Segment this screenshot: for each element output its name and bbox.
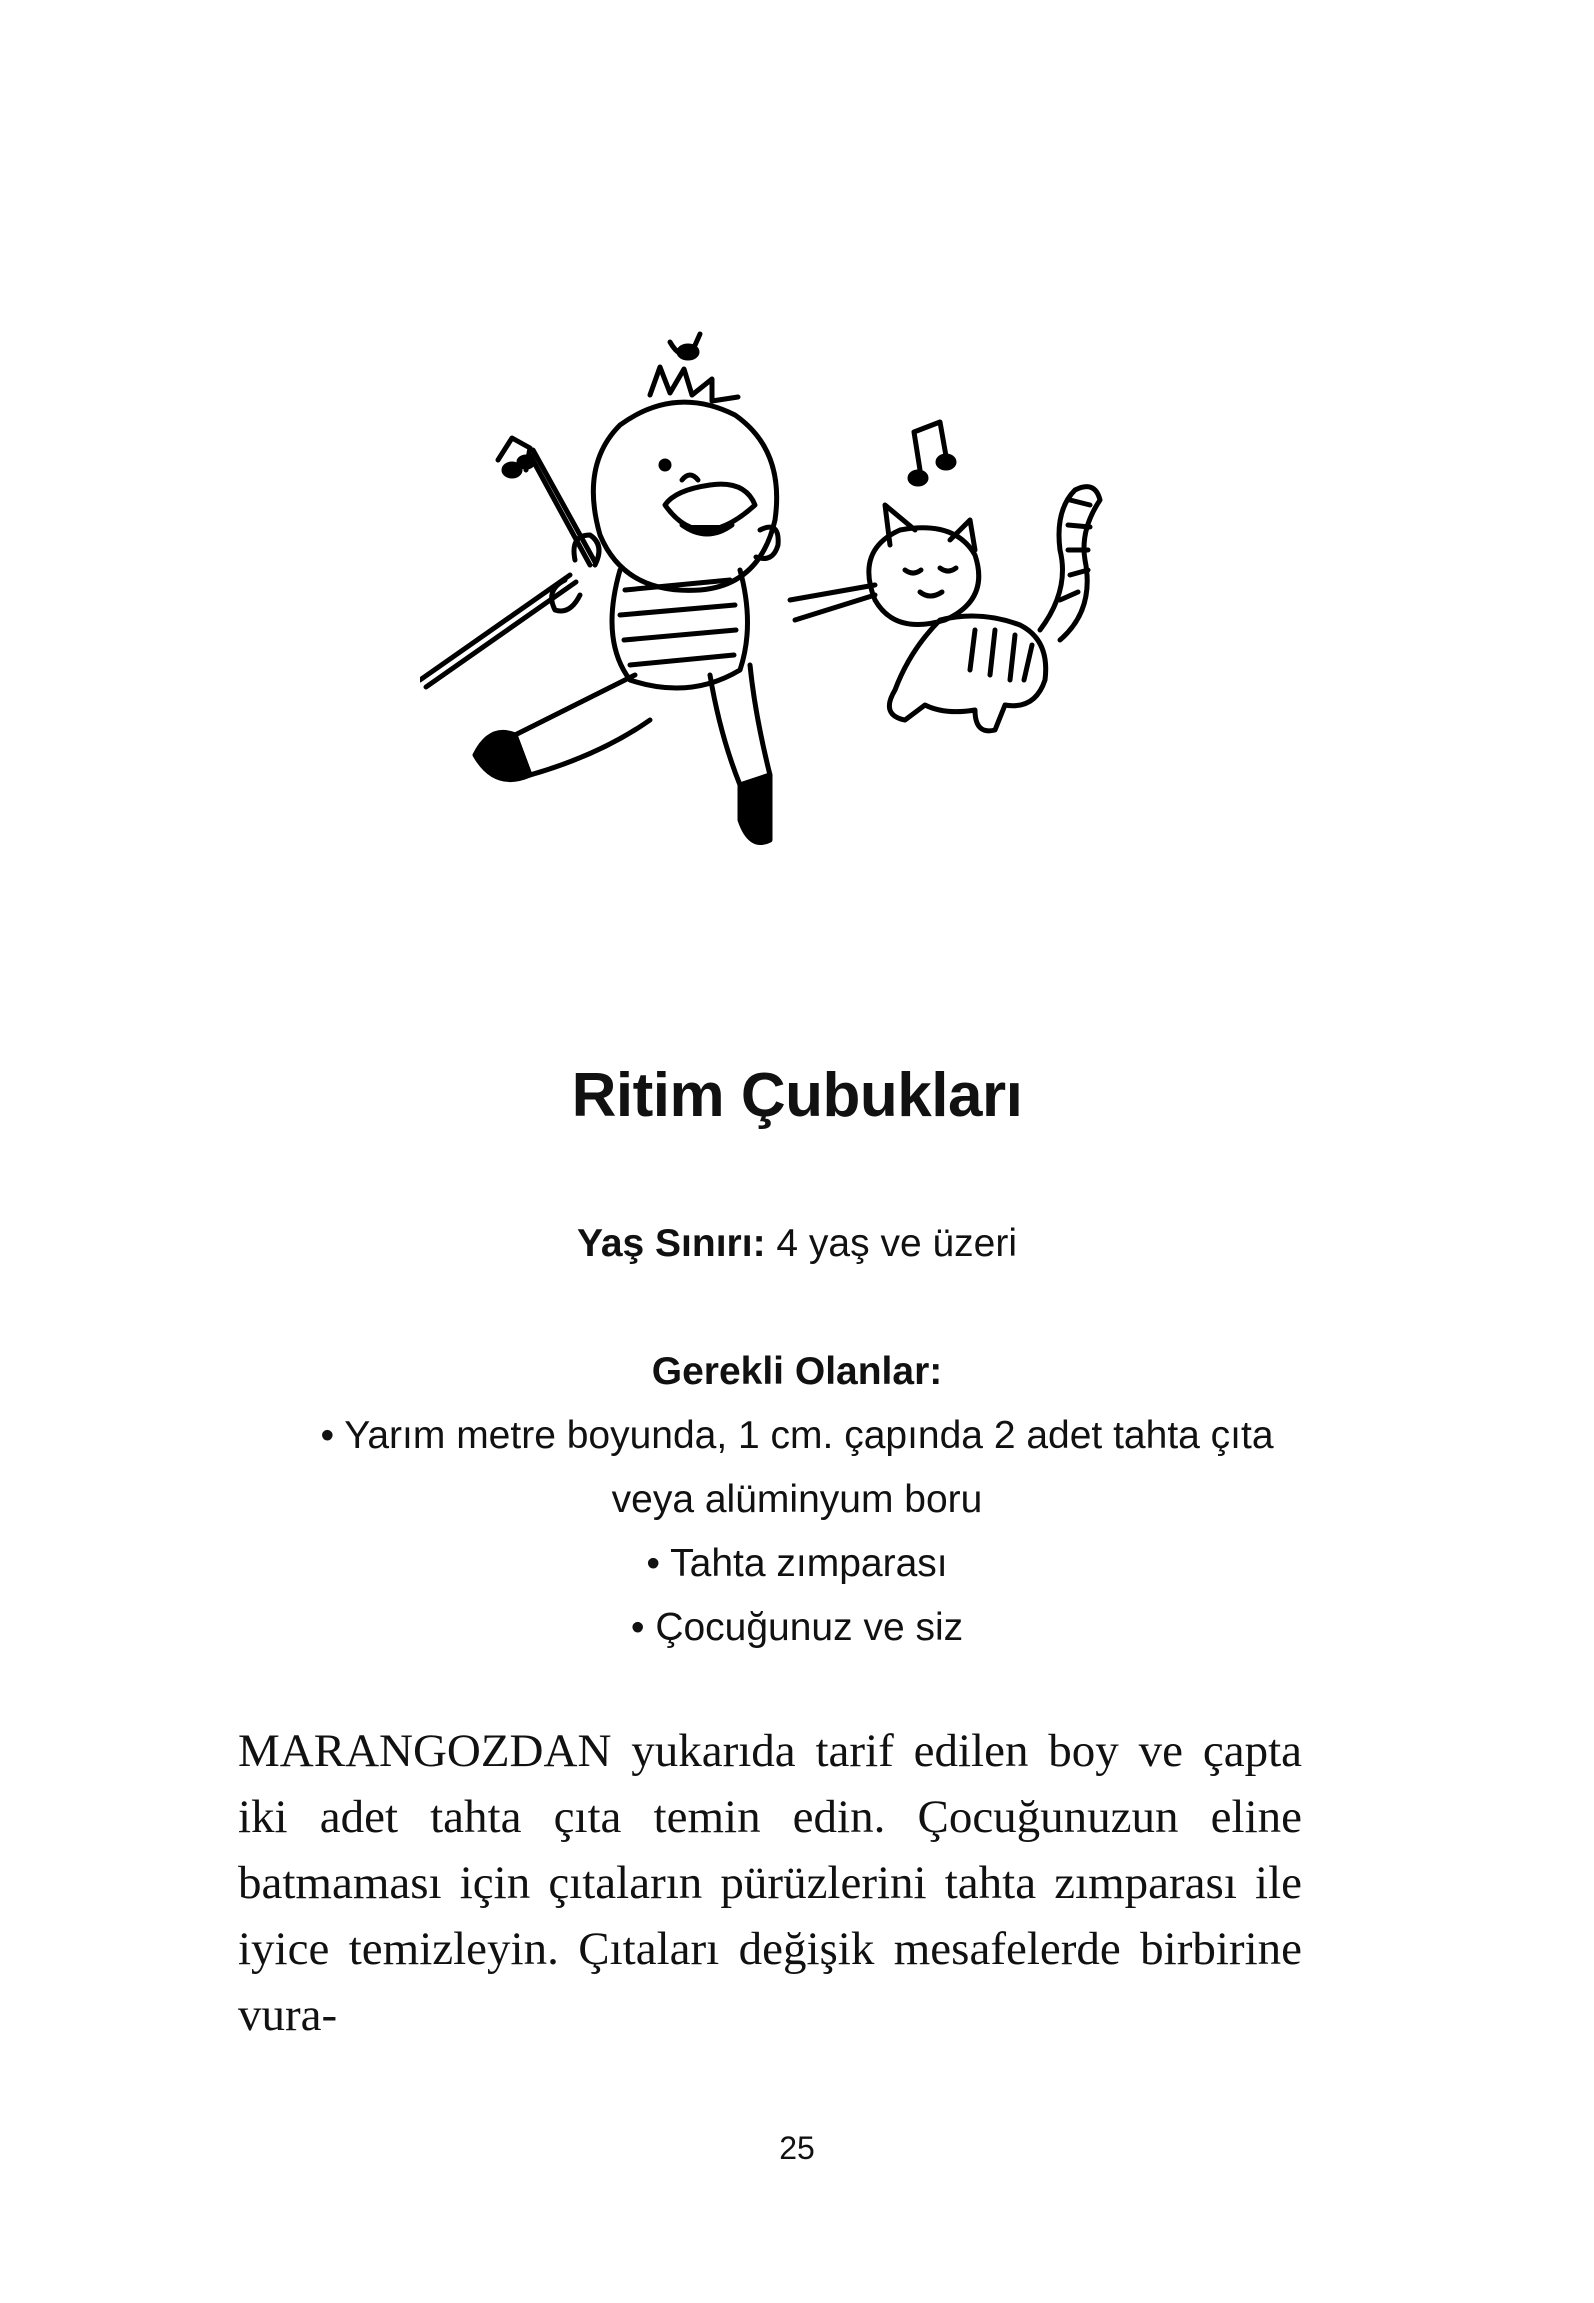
music-note-icon bbox=[670, 334, 700, 358]
requirement-line: • Tahta zımparası bbox=[646, 1542, 948, 1585]
boy-figure bbox=[420, 367, 778, 843]
music-note-icon bbox=[910, 422, 954, 484]
requirements-list bbox=[0, 1340, 1594, 1660]
music-note-icon bbox=[498, 438, 533, 476]
cat-figure bbox=[790, 487, 1100, 731]
page-title: Ritim Çubukları bbox=[571, 1061, 1023, 1130]
boy-with-rhythm-sticks-and-cat-illustration bbox=[420, 330, 1140, 930]
requirements-heading: Gerekli Olanlar: bbox=[651, 1350, 943, 1393]
page-number: 25 bbox=[779, 2130, 815, 2166]
age-limit-label: Yaş Sınırı: bbox=[576, 1222, 766, 1265]
age-limit-value: 4 yaş ve üzeri bbox=[776, 1222, 1018, 1265]
requirement-line: • Çocuğunuz ve siz bbox=[630, 1606, 964, 1649]
age-limit bbox=[0, 1212, 1594, 1276]
requirement-line: veya alüminyum boru bbox=[611, 1478, 983, 1521]
body-paragraph: MARANGOZDAN yukarıda tarif edilen boy ve çapta iki adet tahta çıta temin edin. Çocuğunuzun eline batmaması için çıtaların pürüzlerini tahta zımparası ile iyice temizleyin. Çıtaları değişik mesafelerde birbirine vura- bbox=[238, 1725, 1302, 2041]
requirement-line: • Yarım metre boyunda, 1 cm. çapında 2 adet tahta çıta bbox=[320, 1414, 1274, 1457]
